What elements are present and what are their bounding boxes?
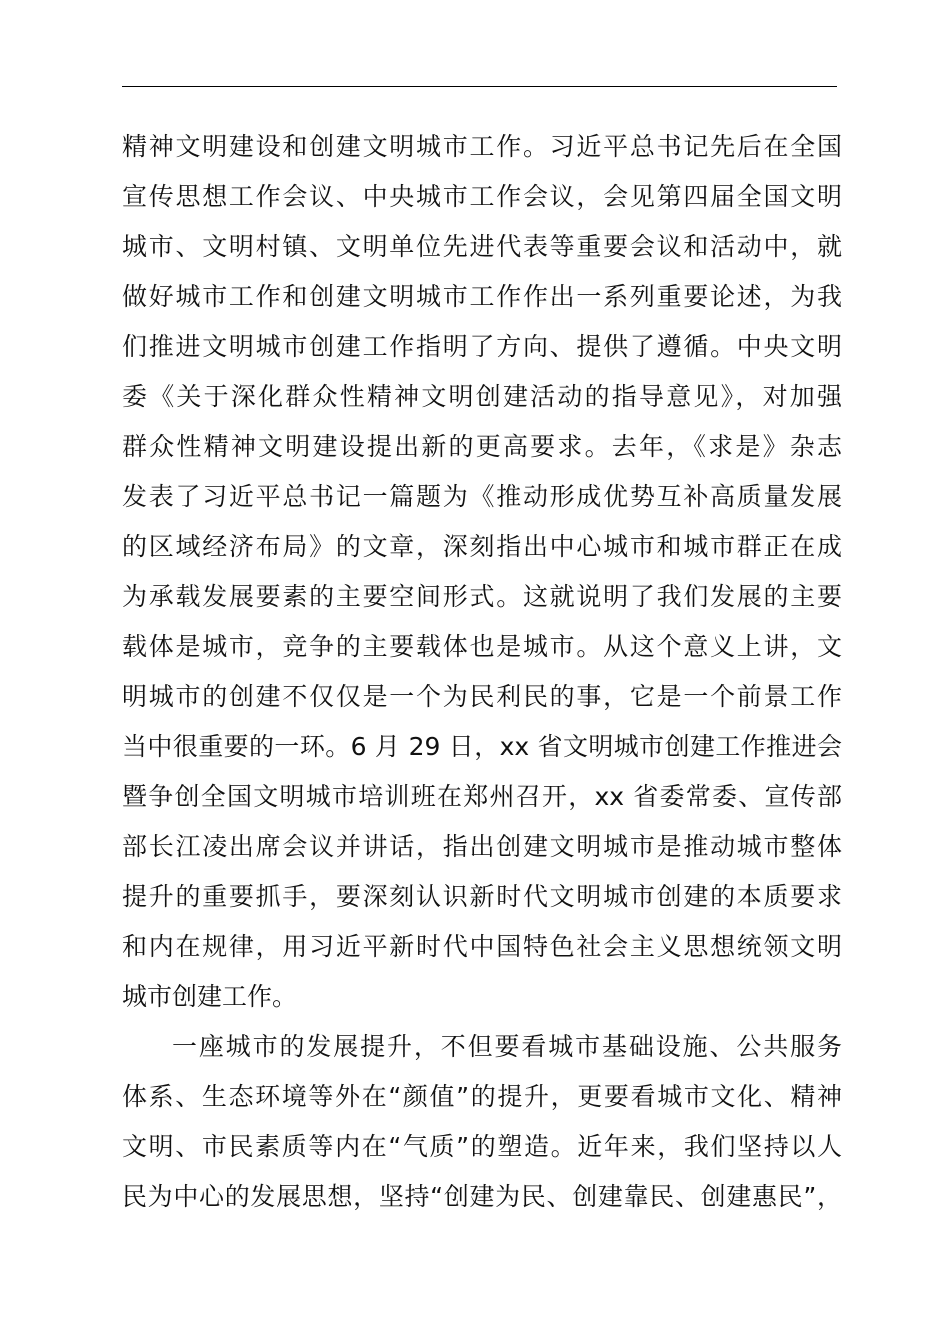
text-line: 提升的重要抓手，要深刻认识新时代文明城市创建的本质要求: [122, 882, 842, 911]
body-text: [122, 122, 842, 1222]
text-line: 宣传思想工作会议、中央城市工作会议，会见第四届全国文明: [122, 182, 842, 211]
text-line: 做好城市工作和创建文明城市工作作出一系列重要论述，为我: [122, 282, 842, 311]
text-line: 民为中心的发展思想，坚持“创建为民、创建靠民、创建惠民”，: [122, 1182, 842, 1211]
text-line: 城市创建工作。: [122, 982, 298, 1011]
text-line: 一座城市的发展提升，不但要看城市基础设施、公共服务: [172, 1032, 842, 1061]
text-line: 明城市的创建不仅仅是一个为民利民的事，它是一个前景工作: [122, 682, 842, 711]
text-line: 委《关于深化群众性精神文明创建活动的指导意见》，对加强: [122, 382, 842, 411]
paragraph-1: [122, 122, 842, 1022]
paragraph-2: [122, 1022, 842, 1222]
text-line: 文明、市民素质等内在“气质”的塑造。近年来，我们坚持以人: [122, 1132, 842, 1161]
text-line: 体系、生态环境等外在“颜值”的提升，更要看城市文化、精神: [122, 1082, 842, 1111]
text-line: 的区域经济布局》的文章，深刻指出中心城市和城市群正在成: [122, 532, 842, 561]
text-line: 部长江凌出席会议并讲话，指出创建文明城市是推动城市整体: [122, 832, 842, 861]
text-line: 城市、文明村镇、文明单位先进代表等重要会议和活动中，就: [122, 232, 842, 261]
text-line: 和内在规律，用习近平新时代中国特色社会主义思想统领文明: [122, 932, 842, 961]
text-line: 群众性精神文明建设提出新的更高要求。去年，《求是》杂志: [122, 432, 842, 461]
header-rule: [122, 86, 837, 87]
text-line: 精神文明建设和创建文明城市工作。习近平总书记先后在全国: [122, 132, 842, 161]
text-line: 当中很重要的一环。6 月 29 日，xx 省文明城市创建工作推进会: [122, 732, 842, 761]
text-line: 暨争创全国文明城市培训班在郑州召开，xx 省委常委、宣传部: [122, 782, 842, 811]
text-line: 们推进文明城市创建工作指明了方向、提供了遵循。中央文明: [122, 332, 842, 361]
text-line: 载体是城市，竞争的主要载体也是城市。从这个意义上讲，文: [122, 632, 842, 661]
text-line: 发表了习近平总书记一篇题为《推动形成优势互补高质量发展: [122, 482, 842, 511]
text-line: 为承载发展要素的主要空间形式。这就说明了我们发展的主要: [122, 582, 842, 611]
